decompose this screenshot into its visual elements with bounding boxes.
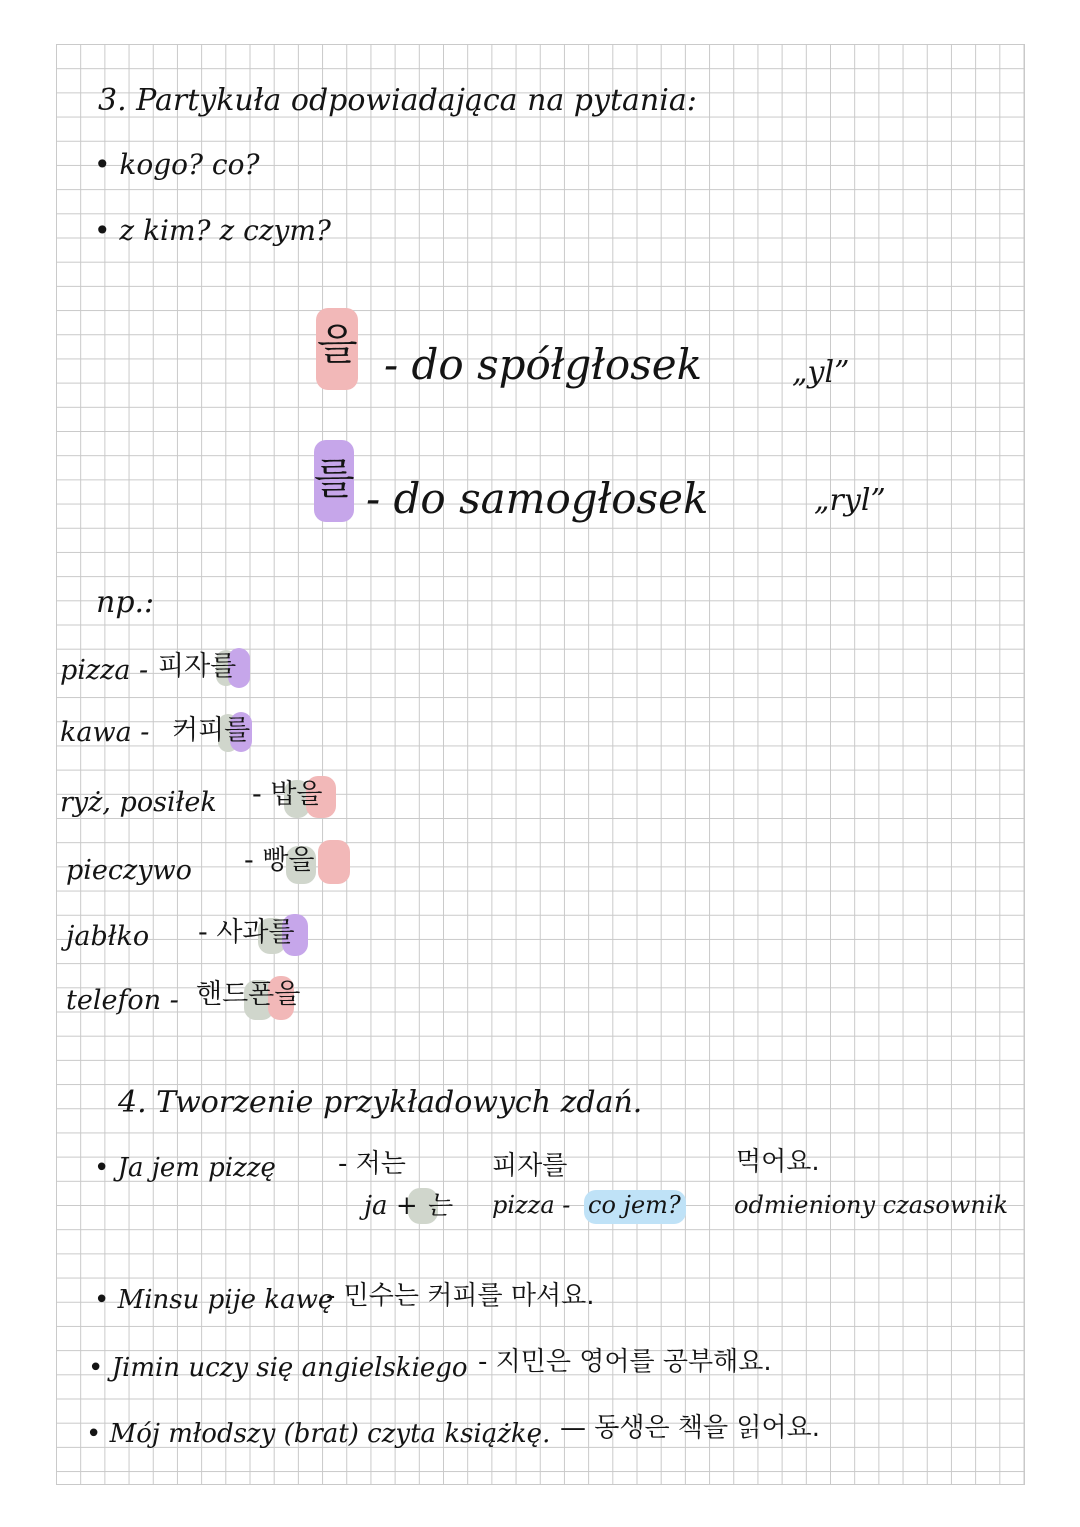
sentence-3-korean: - 지민은 영어를 공부해요. xyxy=(478,1347,772,1377)
example-4-korean: - 빵을 xyxy=(244,845,315,876)
particle-eul: 을 xyxy=(317,320,358,369)
sentence-3-polish: • Jimin uczy się angielskiego xyxy=(88,1353,468,1383)
sentence-2-polish: • Minsu pije kawę xyxy=(94,1285,334,1315)
particle-eul-description: - do spółgłosek xyxy=(384,340,703,389)
examples-label: np.: xyxy=(96,585,155,620)
example-4-highlight-pink xyxy=(318,840,350,884)
example-5-korean: - 사과를 xyxy=(198,917,295,948)
particle-reul: 를 xyxy=(314,454,355,503)
example-3-polish: ryż, posiłek xyxy=(60,787,217,818)
sentence-1-subject-note: ja + 는 xyxy=(364,1191,451,1221)
example-2-polish: kawa - xyxy=(60,717,150,748)
grid-paper xyxy=(56,44,1025,1485)
sentence-1-object-question: co jem? xyxy=(588,1191,681,1219)
sentence-1-object-note: pizza - xyxy=(492,1191,571,1219)
particle-reul-description: - do samogłosek xyxy=(366,474,709,523)
section3-bullet-1: • kogo? co? xyxy=(94,148,260,181)
particle-reul-pronunciation: „ryl” xyxy=(814,483,886,518)
section3-bullet-2: • z kim? z czym? xyxy=(94,214,331,247)
example-1-polish: pizza - xyxy=(60,655,149,686)
sentence-1-subject: - 저는 xyxy=(338,1149,406,1179)
sentence-2-korean: - 민수는 커피를 마셔요. xyxy=(326,1281,595,1311)
sentence-1-verb: 먹어요. xyxy=(736,1147,820,1177)
example-4-polish: pieczywo xyxy=(66,855,192,886)
sentence-1-object: 피자를 xyxy=(492,1151,568,1181)
sentence-4-korean: — 동생은 책을 읽어요. xyxy=(560,1413,820,1443)
particle-eul-pronunciation: „yl” xyxy=(792,355,850,390)
sentence-1-verb-note: odmieniony czasownik xyxy=(734,1191,1009,1219)
example-2-korean: 커피를 xyxy=(172,715,251,746)
sentence-1-polish: • Ja jem pizzę xyxy=(94,1153,276,1183)
example-3-korean: - 밥을 xyxy=(252,779,323,810)
example-1-korean: 피자를 xyxy=(158,651,237,682)
example-5-polish: jabłko xyxy=(66,921,150,952)
sentence-4-polish: • Mój młodszy (brat) czyta książkę. xyxy=(86,1419,551,1449)
section4-heading: 4. Tworzenie przykładowych zdań. xyxy=(118,1085,643,1120)
example-6-korean: 핸드폰을 xyxy=(196,979,301,1010)
section3-heading: 3. Partykuła odpowiadająca na pytania: xyxy=(98,83,697,118)
example-6-polish: telefon - xyxy=(66,985,179,1016)
